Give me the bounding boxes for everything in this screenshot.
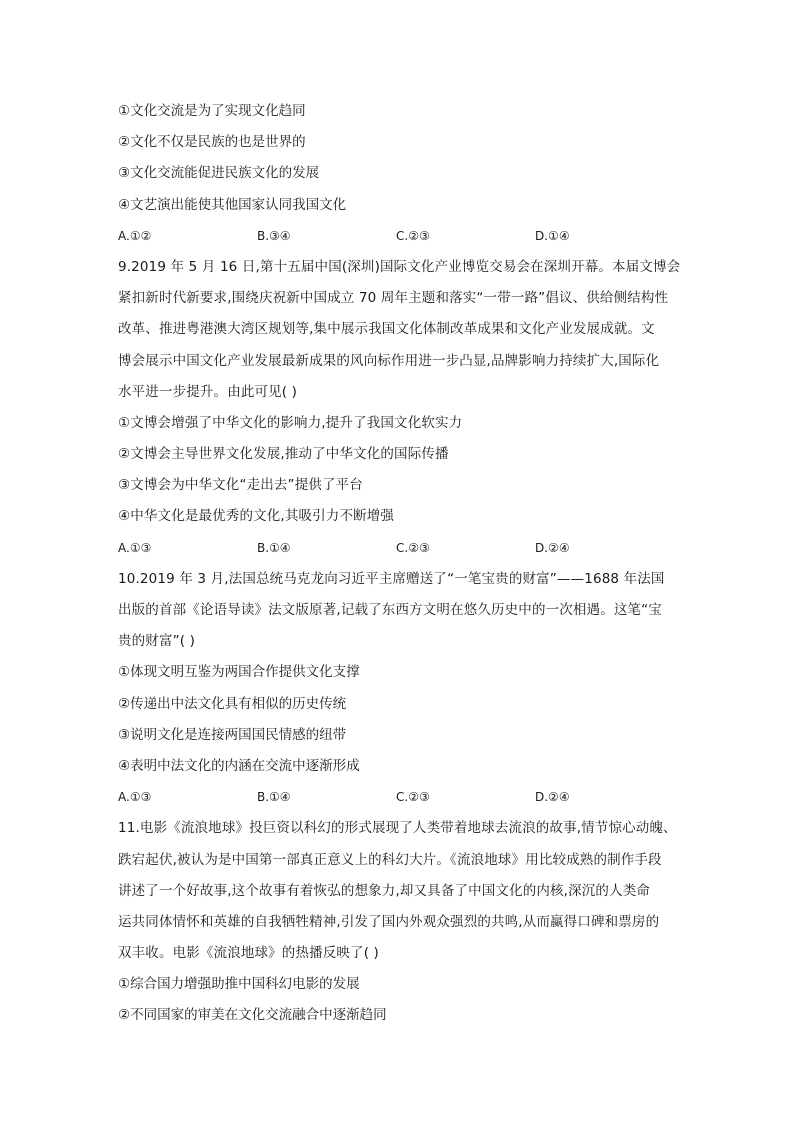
q10-option-3: ③说明文化是连接两国国民情感的纽带	[118, 726, 347, 743]
q10-choice-c: C.②③	[396, 790, 430, 805]
q10-option-2: ②传递出中法文化具有相似的历史传统	[118, 695, 347, 712]
q11-stem-line-3: 讲述了一个好故事,这个故事有着恢弘的想象力,却又具备了中国文化的内核,深沉的人类命	[118, 882, 651, 899]
question-8	[118, 96, 678, 252]
q9-option-4: ④中华文化是最优秀的文化,其吸引力不断增强	[118, 508, 395, 525]
q10-option-1: ①体现文明互鉴为两国合作提供文化支撑	[118, 664, 360, 681]
q8-option-1: ①文化交流是为了实现文化趋同	[118, 103, 306, 119]
question-11	[118, 813, 678, 1031]
q9-stem-line-5: 水平进一步提升。由此可见( )	[118, 383, 298, 400]
q8-choice-c: C.②③	[396, 228, 430, 243]
q10-stem-line-2: 出版的首部《论语导读》法文版原著,记载了东西方文明在悠久历史中的一次相遇。这笔“宝	[118, 602, 662, 618]
q11-stem-line-5: 双丰收。电影《流浪地球》的热播反映了( )	[118, 945, 379, 962]
q9-option-2: ②文博会主导世界文化发展,推动了中华文化的国际传播	[118, 446, 449, 463]
q8-answer-choices	[118, 221, 678, 252]
q9-choice-b: B.①④	[257, 540, 291, 555]
exam-page	[118, 96, 681, 1032]
q9-answer-choices	[118, 533, 678, 564]
q9-stem-line-2: 紧扣新时代新要求,围绕庆祝新中国成立 70 周年主题和落实“一带一路”倡议、供给侧结构性	[118, 290, 669, 307]
q9-stem-line-1: 9.2019 年 5 月 16 日,第十五届中国(深圳)国际文化产业博览交易会在深圳开幕。本届文博会	[118, 258, 681, 275]
q9-choice-a: A.①③	[118, 540, 152, 555]
q8-choice-a: A.①②	[118, 228, 152, 243]
question-10	[118, 564, 678, 814]
q11-stem-line-2: 跌宕起伏,被认为是中国第一部真正意义上的科幻大片。《流浪地球》用比较成熟的制作手段	[118, 851, 662, 868]
q10-answer-choices	[118, 782, 678, 813]
q10-choice-d: D.②④	[535, 790, 570, 805]
q10-stem-line-3: 贵的财富”( )	[118, 633, 196, 650]
question-9	[118, 252, 681, 564]
q8-option-3: ③文化交流能促进民族文化的发展	[118, 165, 320, 182]
q9-stem-line-3: 改革、推进粤港澳大湾区规划等,集中展示我国文化体制改革成果和文化产业发展成就。文	[118, 321, 655, 338]
q11-option-1: ①综合国力增强助推中国科幻电影的发展	[118, 976, 360, 993]
q8-option-4: ④文艺演出能使其他国家认同我国文化	[118, 196, 347, 213]
q11-stem-line-4: 运共同体情怀和英雄的自我牺牲精神,引发了国内外观众强烈的共鸣,从而赢得口碑和票房的	[118, 913, 660, 930]
q8-option-2: ②文化不仅是民族的也是世界的	[118, 134, 306, 151]
q9-stem-line-4: 博会展示中国文化产业发展最新成果的风向标作用进一步凸显,品牌影响力持续扩大,国际化	[118, 352, 660, 369]
q8-choice-d: D.①④	[535, 228, 570, 243]
q11-option-2: ②不同国家的审美在文化交流融合中逐渐趋同	[118, 1007, 387, 1024]
q9-choice-c: C.②③	[396, 540, 430, 555]
q9-option-3: ③文博会为中华文化“走出去”提供了平台	[118, 477, 363, 494]
q11-stem-line-1: 11.电影《流浪地球》投巨资以科幻的形式展现了人类带着地球去流浪的故事,情节惊心动魄、	[118, 820, 677, 837]
q10-choice-b: B.①④	[257, 790, 291, 805]
q9-choice-d: D.②④	[535, 540, 570, 555]
q9-option-1: ①文博会增强了中华文化的影响力,提升了我国文化软实力	[118, 414, 463, 431]
q8-choice-b: B.③④	[257, 228, 291, 243]
q10-stem-line-1: 10.2019 年 3 月,法国总统马克龙向习近平主席赠送了“一笔宝贵的财富”——1688 年法国	[118, 570, 665, 587]
q10-option-4: ④表明中法文化的内涵在交流中逐渐形成	[118, 757, 360, 774]
q10-choice-a: A.①③	[118, 790, 152, 805]
